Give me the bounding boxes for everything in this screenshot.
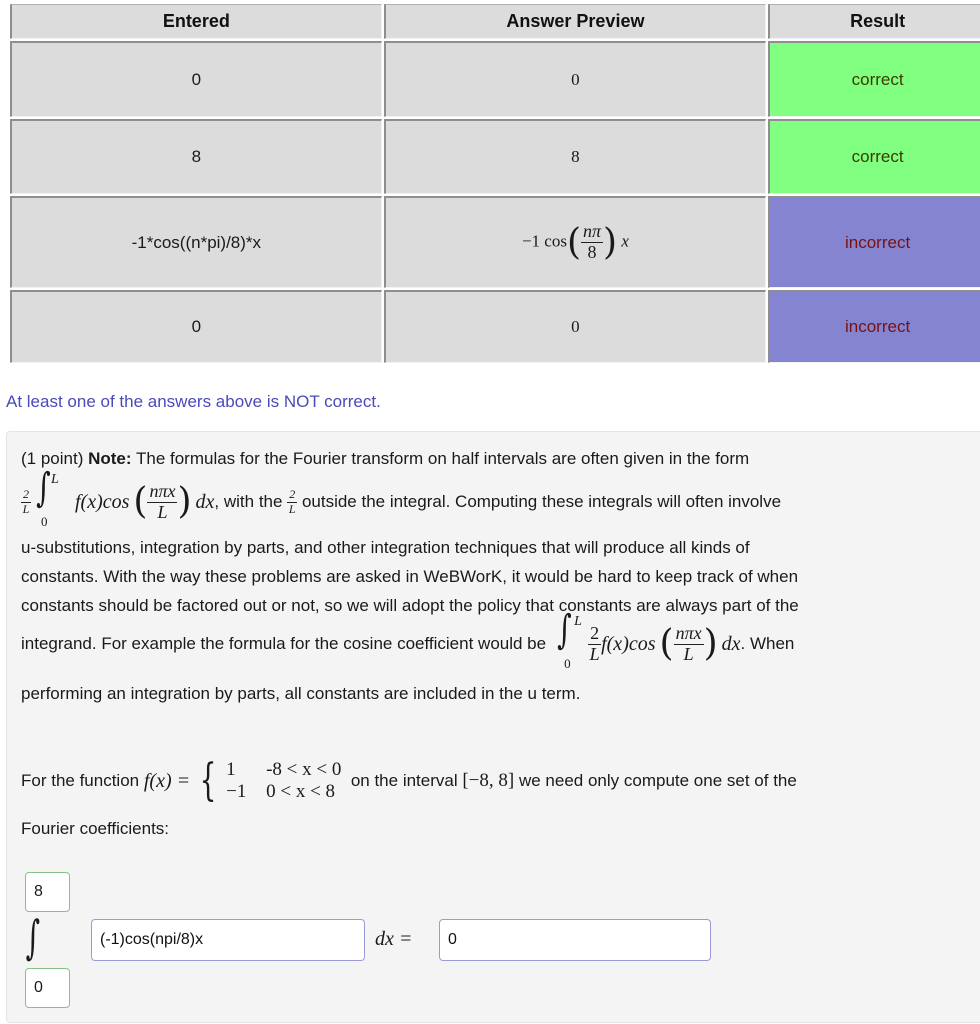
problem-line-4: constants. With the way these problems are asked in WeBWorK, it would be hard to keep track of when <box>21 567 799 586</box>
results-table <box>8 2 980 365</box>
preview-cell <box>384 196 767 288</box>
problem-line-1: (1 point) Note: The formulas for the Fourier transform on half intervals are often given in the form <box>21 449 750 468</box>
result-cell: incorrect <box>768 290 980 363</box>
problem-line-6: integrand. For example the formula for the cosine coefficient would be ∫ L 0 $\frac{2}{L}$ f(x)cos ( $\frac{\text{nπx}}{L}$ ) dx . When <box>21 607 795 671</box>
entered-cell: -1*cos((n*pi)/8)*x <box>10 196 382 288</box>
problem-line-5: constants should be factored out or not, so we will adopt the policy that constants are always part of the <box>21 596 799 615</box>
upper-limit-input[interactable]: 8 <box>25 872 70 912</box>
note-label: Note: <box>88 449 132 468</box>
integral-sign: ∫ L 0 <box>557 607 582 671</box>
result-cell: incorrect <box>768 196 980 288</box>
table-row <box>10 290 980 363</box>
problem-line-3: u-substitutions, integration by parts, and other integration techniques that will produce all kinds of <box>21 538 750 557</box>
entered-cell: 8 <box>10 119 382 194</box>
table-row <box>10 196 980 288</box>
preview-cell: 0 <box>384 290 767 363</box>
function-definition: For the function f(x) = { 1 -8 < x < 0 −1 0 < x < 8 on the interval [−8, 8] we need only compute one set of the <box>21 755 797 806</box>
preview-suffix: x <box>621 231 629 251</box>
piecewise: 1 -8 < x < 0 −1 0 < x < 8 <box>226 759 342 802</box>
entered-cell: 0 <box>10 290 382 363</box>
problem-line-7: performing an integration by parts, all constants are included in the u term. <box>21 684 581 703</box>
header-result: Result <box>768 4 980 39</box>
lower-limit-input[interactable]: 0 <box>25 968 70 1008</box>
coefficients-label: Fourier coefficients: <box>21 819 170 838</box>
header-row <box>10 4 980 39</box>
right-paren: ) <box>603 222 618 263</box>
header-answer-preview: Answer Preview <box>384 4 767 39</box>
problem-line-2: $\frac{2}{L}$ ∫ L 0 f(x)cos ( $\frac{\text{nπx}}{L}$ ) dx , with the $\frac{2}{L}$ outside the integral. Computing these integrals will often involve <box>22 465 782 529</box>
left-paren: ( <box>566 222 582 263</box>
coef-fraction: $\frac{2}{L}$ <box>22 487 30 516</box>
result-input[interactable]: 0 <box>439 919 711 961</box>
result-cell: correct <box>768 41 980 117</box>
preview-prefix: −1 cos <box>521 231 567 251</box>
entered-cell: 0 <box>10 41 382 117</box>
feedback-message: At least one of the answers above is NOT correct. <box>6 392 381 411</box>
preview-cell: 0 <box>384 41 767 117</box>
integral-icon: ∫ <box>25 910 41 964</box>
table-row <box>10 41 980 117</box>
result-cell: correct <box>768 119 980 194</box>
integrand-input[interactable]: (-1)cos(npi/8)x <box>91 919 365 961</box>
preview-fraction: $\frac{n\pi}{8}$ <box>583 221 602 262</box>
problem-box <box>6 431 980 1023</box>
header-entered: Entered <box>10 4 382 39</box>
dx-equals-label: dx = <box>375 928 413 950</box>
integral-sign: ∫ L 0 <box>36 465 59 529</box>
preview-cell: 8 <box>384 119 767 194</box>
table-row <box>10 119 980 194</box>
